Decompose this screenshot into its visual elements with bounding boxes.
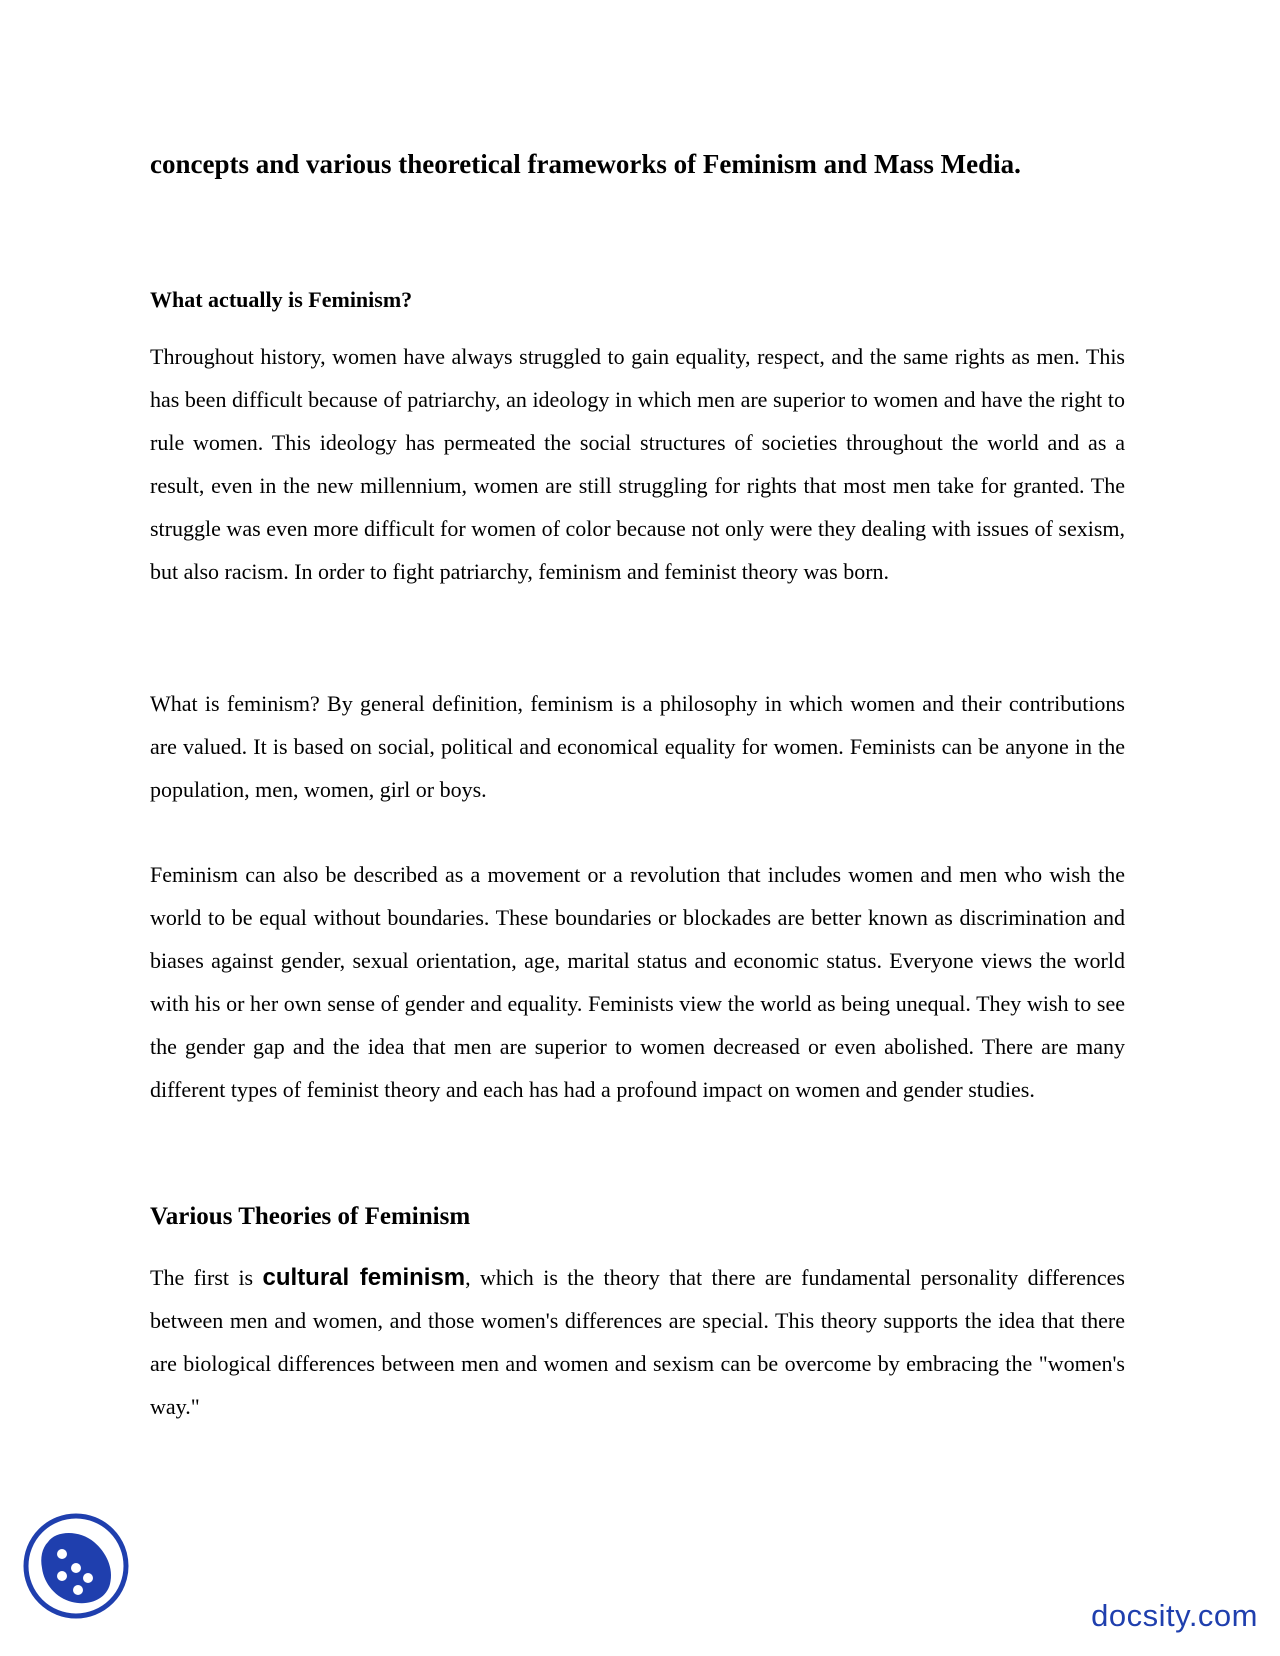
term-cultural-feminism: cultural feminism (262, 1264, 466, 1291)
paragraph-cultural-feminism (150, 1256, 1125, 1428)
docsity-logo-icon[interactable] (22, 1512, 130, 1620)
paragraph-movement: Feminism can also be described as a movement or a revolution that includes women and men who wish the world to be equal without boundaries. These boundaries or blockades are better known as discrimination and biases against gender, sexual orientation, age, marital status and economic status. Everyone views the world with his or her own sense of gender and equality. Feminists view the world as being unequal. They wish to see the gender gap and the idea that men are superior to women decreased or even abolished. There are many different types of feminist theory and each has had a profound impact on women and gender studies. (150, 862, 1125, 1102)
paragraph-rest-text: , which is the theory that there are fundamental personality differences between men and women, and those women's differences are special. This theory supports the idea that there are biological differences between men and women and sexism can be overcome by embracing the "women's way." (150, 1265, 1125, 1419)
section-heading-various-theories: Various Theories of Feminism (150, 1203, 471, 1230)
docsity-logo-svg (22, 1512, 130, 1620)
docsity-brand-link[interactable]: docsity.com (1091, 1598, 1258, 1633)
section-heading-what-is-feminism: What actually is Feminism? (150, 287, 413, 312)
document-title: concepts and various theoretical frameworks of Feminism and Mass Media. (150, 149, 1021, 179)
paragraph-lead-text: The first is (150, 1265, 263, 1290)
paragraph-history: Throughout history, women have always struggled to gain equality, respect, and the same rights as men. This has been difficult because of patriarchy, an ideology in which men are superior to women and have the right to rule women. This ideology has permeated the social structures of societies throughout the world and as a result, even in the new millennium, women are still struggling for rights that most men take for granted. The struggle was even more difficult for women of color because not only were they dealing with issues of sexism, but also racism. In order to fight patriarchy, feminism and feminist theory was born. (150, 344, 1125, 584)
paragraph-definition: What is feminism? By general definition, feminism is a philosophy in which women and their contributions are valued. It is based on social, political and economical equality for women. Feminists can be anyone in the population, men, women, girl or boys. (150, 691, 1125, 802)
